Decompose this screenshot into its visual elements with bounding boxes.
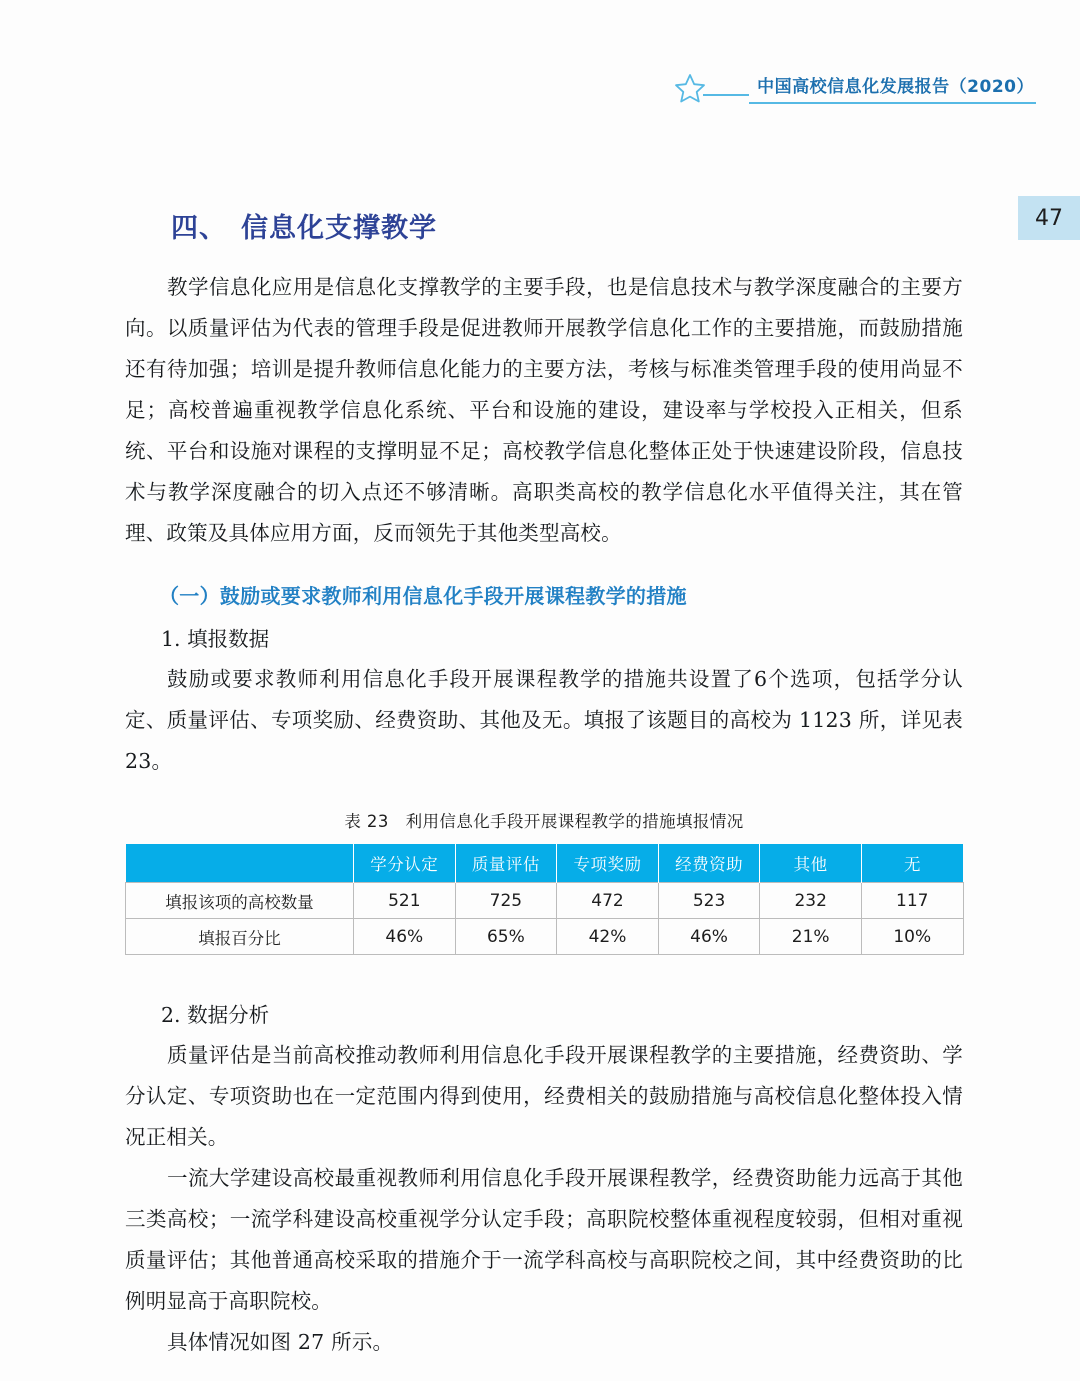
item1-paragraph: 鼓励或要求教师利用信息化手段开展课程教学的措施共设置了6个选项，包括学分认定、质量评估、专项奖励、经费资助、其他及无。填报了该题目的高校为 1123 所，详见表 23。 bbox=[125, 667, 963, 773]
table-header-cell-6: 无 bbox=[861, 844, 963, 883]
table-cell: 21% bbox=[760, 919, 862, 955]
table-cell: 472 bbox=[557, 883, 659, 919]
item2-paragraph-2: 一流大学建设高校最重视教师利用信息化手段开展课程教学，经费资助能力远高于其他三类高校；一流学科建设高校重视学分认定手段；高职院校整体重视程度较弱，但相对重视质量评估；其他普通高校采取的措施介于一流学科高校与高职院校之间，其中经费资助的比例明显高于高职院校。 bbox=[125, 1166, 963, 1313]
item2-label: 2. 数据分析 bbox=[161, 1003, 270, 1027]
header-rule bbox=[703, 94, 749, 96]
table-cell: 523 bbox=[658, 883, 760, 919]
table-head bbox=[126, 844, 964, 883]
table-cell: 725 bbox=[455, 883, 557, 919]
table-caption: 表 23 利用信息化手段开展课程教学的措施填报情况 bbox=[344, 812, 744, 831]
table-header-cell-0 bbox=[126, 844, 354, 883]
item1-label: 1. 填报数据 bbox=[161, 627, 270, 651]
table-header-cell-3: 专项奖励 bbox=[557, 844, 659, 883]
row-label: 填报该项的高校数量 bbox=[126, 883, 354, 919]
section-number: 四、 bbox=[171, 213, 227, 244]
table-cell: 117 bbox=[861, 883, 963, 919]
table-header-cell-1: 学分认定 bbox=[354, 844, 456, 883]
table-cell: 10% bbox=[861, 919, 963, 955]
measures-table bbox=[125, 844, 964, 955]
table-cell: 65% bbox=[455, 919, 557, 955]
table-cell: 521 bbox=[354, 883, 456, 919]
table-body bbox=[126, 883, 964, 955]
table-header-cell-4: 经费资助 bbox=[658, 844, 760, 883]
table-cell: 46% bbox=[354, 919, 456, 955]
table-cell: 232 bbox=[760, 883, 862, 919]
table-cell: 42% bbox=[557, 919, 659, 955]
star-outline-icon bbox=[673, 72, 707, 104]
page-content bbox=[125, 206, 963, 1363]
running-header-inner bbox=[673, 72, 1036, 104]
table-header-cell-2: 质量评估 bbox=[455, 844, 557, 883]
subsection-heading: （一）鼓励或要求教师利用信息化手段开展课程教学的措施 bbox=[159, 584, 687, 608]
table-row bbox=[126, 919, 964, 955]
page-title bbox=[125, 206, 963, 245]
section-intro-paragraph: 教学信息化应用是信息化支撑教学的主要手段，也是信息技术与教学深度融合的主要方向。以质量评估为代表的管理手段是促进教师开展教学信息化工作的主要措施，而鼓励措施还有待加强；培训是提升教师信息化能力的主要方法，考核与标准类管理手段的使用尚显不足；高校普遍重视教学信息化系统、平台和设施的建设，建设率与学校投入正相关，但系统、平台和设施对课程的支撑明显不足；高校教学信息化整体正处于快速建设阶段，信息技术与教学深度融合的切入点还不够清晰。高职类高校的教学信息化水平值得关注，其在管理、政策及具体应用方面，反而领先于其他类型高校。 bbox=[125, 275, 963, 545]
section-title-text: 信息化支撑教学 bbox=[241, 213, 437, 244]
running-header-title: 中国高校信息化发展报告（2020） bbox=[749, 72, 1036, 104]
spacer bbox=[125, 955, 963, 989]
table-header-row bbox=[126, 844, 964, 883]
table-cell: 46% bbox=[658, 919, 760, 955]
page-number-badge: 47 bbox=[1018, 196, 1080, 240]
table-header-cell-5: 其他 bbox=[760, 844, 862, 883]
table-row bbox=[126, 883, 964, 919]
item2-paragraph-1: 质量评估是当前高校推动教师利用信息化手段开展课程教学的主要措施，经费资助、学分认定、专项资助也在一定范围内得到使用，经费相关的鼓励措施与高校信息化整体投入情况正相关。 bbox=[125, 1043, 963, 1149]
row-label: 填报百分比 bbox=[126, 919, 354, 955]
item2-paragraph-3: 具体情况如图 27 所示。 bbox=[167, 1330, 394, 1354]
